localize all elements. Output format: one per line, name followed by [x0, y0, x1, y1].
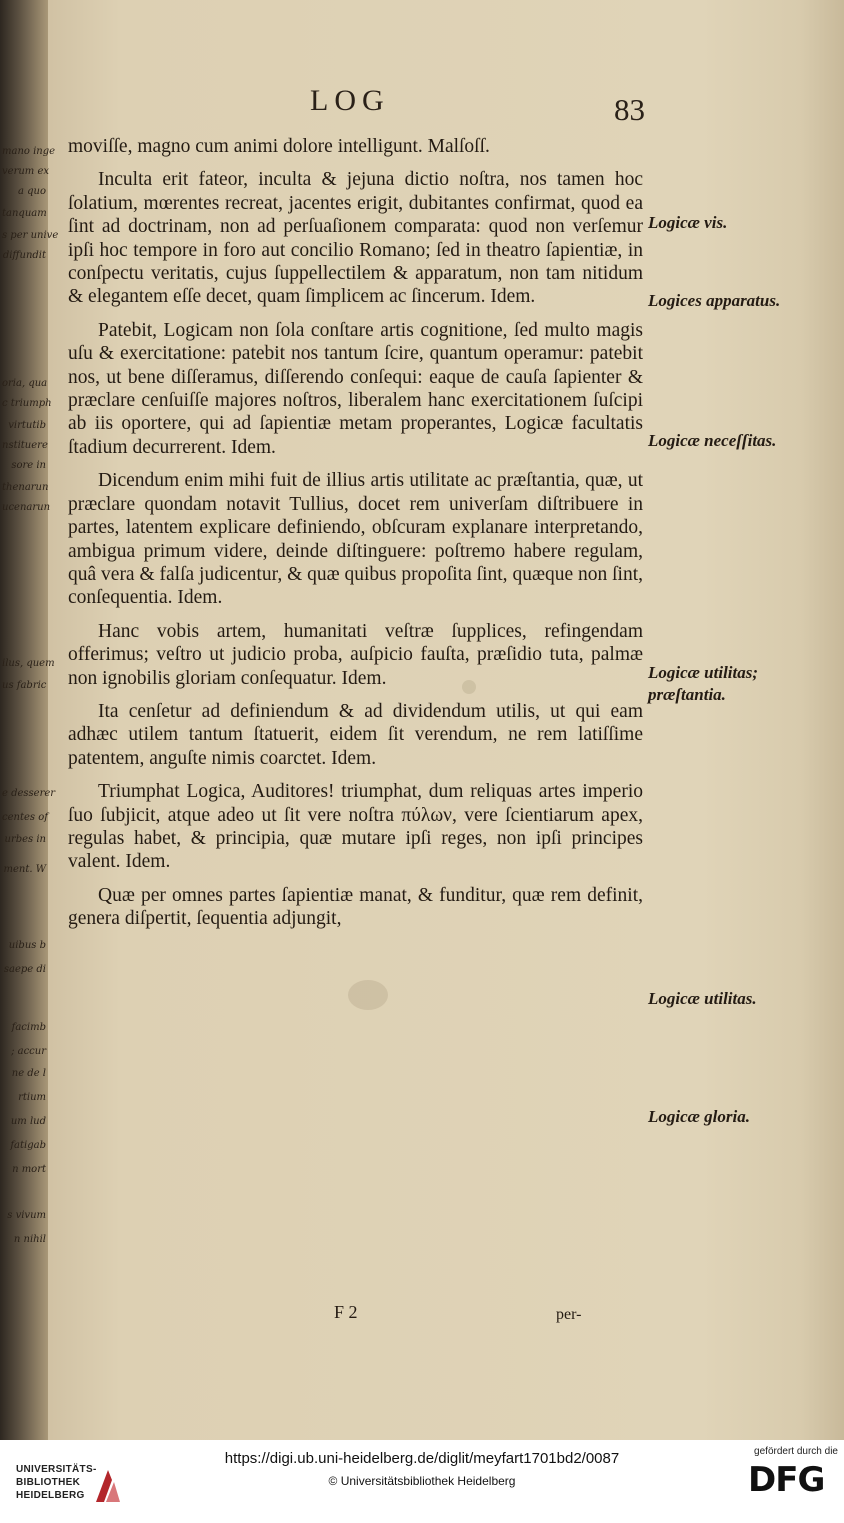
- facing-page-fragment: saepe di: [3, 964, 46, 975]
- facing-page-fragment: ; accur: [11, 1046, 46, 1057]
- viewer-footer: [0, 1440, 844, 1523]
- logo-line-1: UNIVERSITÄTS-: [16, 1464, 97, 1475]
- facing-page-fragment: sore in: [11, 460, 46, 471]
- paragraph: moviſſe, magno cum animi dolore intelligunt. Malſoſſ.: [68, 136, 490, 157]
- paragraph: Patebit, Logicam non ſola conſtare artis cognitione, ſed multo magis uſu & exercitatione: patebit nos tantum ſcire, quantum operamur: patebit nos, ut bene diſſeramus, diſſerendo conſequi: eaque de cauſa ſapienter & præclare cenſuiſſe majores noſtros, liberalem hanc exercitationem ſuſcipi ab iis oportere, qui ad ſapientiæ metam properantes, Logicæ facultatis ſtadium decurrerent. Idem.: [68, 319, 643, 458]
- facing-page-fragment: us fabric: [2, 680, 47, 691]
- university-library-logo[interactable]: [8, 1458, 118, 1508]
- copyright-notice: © Universitätsbibliothek Heidelberg: [328, 1474, 516, 1488]
- facing-page-fragment: mano inge: [2, 146, 56, 157]
- paragraph: Quæ per omnes partes ſapientiæ manat, & funditur, quæ rem definit, genera diſpertit, ſequentia adjungit,: [68, 884, 643, 930]
- facing-page-fragment: tanquam: [2, 208, 47, 219]
- paragraph: Inculta erit fateor, inculta & jejuna dictio noſtra, nos tamen hoc ſolatium, mœrentes recreat, jacentes erigit, dubitantes confirmat, quod ea ſint ad doctrinam, non ad perſuaſionem comparata: quod non verſemur ipſi hoc tempore in foro aut concilio Romano; ſed in theatro ſapientiæ, in conſpectu veritatis, cujus ſuppellectilem & apparatum, non tam nitidum & elegantem eſſe decet, quam ſimplicem ac ſincerum. Idem.: [68, 169, 643, 308]
- facing-page-fragment: ilus, quem: [2, 658, 55, 669]
- facing-page-fragment: rtium: [18, 1092, 46, 1103]
- funder-caption: gefördert durch die: [754, 1446, 838, 1457]
- facing-page-fragment: ne de l: [11, 1068, 46, 1079]
- facing-page-fragment: e desserer: [2, 788, 56, 799]
- library-emblem-icon: [92, 1466, 124, 1506]
- facing-page-fragment: ucenarun: [2, 502, 51, 513]
- margin-note: Logicæ gloria.: [648, 1107, 750, 1126]
- paragraph: Hanc vobis artem, humanitati veſtræ ſupplices, refingendam offerimus; veſtro ut judicio proba, auſpicio fauſta, præſidio tuta, palmæ non ignobilis gloriam conſequatur. Idem.: [68, 620, 643, 689]
- facing-page-fragment: ment. W: [3, 864, 46, 875]
- catchword: per-: [556, 1306, 582, 1323]
- body-text: [68, 135, 643, 941]
- facing-page-fragment: s per unive: [2, 230, 59, 241]
- facing-page-fragment: diffundit: [2, 250, 46, 261]
- margin-note: Logicæ utilitas.: [648, 989, 757, 1008]
- facing-page-fragment: um lud: [10, 1116, 46, 1127]
- facing-page-fragment: n nihil: [13, 1234, 46, 1245]
- facing-page-fragment: thenarun: [2, 482, 49, 493]
- signature-mark: F 2: [334, 1302, 358, 1322]
- facing-page-fragment: facimb: [11, 1022, 46, 1033]
- margin-note: Logicæ utilitas; præſtantia.: [648, 663, 759, 704]
- permalink-url[interactable]: https://digi.ub.uni-heidelberg.de/diglit/meyfart1701bd2/0087: [224, 1450, 620, 1467]
- margin-note: Logicæ vis.: [648, 213, 728, 232]
- facing-page-fragment: fatigab: [10, 1140, 46, 1151]
- dfg-logo[interactable]: DFG: [748, 1460, 825, 1500]
- facing-page-fragment: n mort: [12, 1164, 46, 1175]
- facing-page-fragment: urbes in: [4, 834, 46, 845]
- facing-page-fragment: c triumph: [2, 398, 52, 409]
- facing-page-fragment: uibus b: [8, 940, 46, 951]
- facing-page-fragment: virtutib: [8, 420, 46, 431]
- paragraph: Ita cenſetur ad definiendum & ad dividendum utilis, ut qui eam adhæc utilem tantum ſtatuerit, eidem ſit verendum, ne rem latiſſime patentem, anguſte nimis coarctet. Idem.: [68, 700, 643, 769]
- running-head: LOG: [310, 84, 390, 117]
- logo-line-2: BIBLIOTHEK: [16, 1477, 81, 1488]
- facing-page-fragment: s vivum: [7, 1210, 46, 1221]
- facing-page-fragment: nstituere: [2, 440, 48, 451]
- book-page: [48, 0, 844, 1440]
- margin-note: Logices apparatus.: [648, 291, 781, 310]
- logo-line-3: HEIDELBERG: [16, 1490, 85, 1501]
- facing-page-fragment: oria, qua: [2, 378, 48, 389]
- margin-note: Logicæ neceſſitas.: [648, 431, 777, 450]
- facing-page-fragment: a quo: [17, 186, 46, 197]
- paragraph: Dicendum enim mihi fuit de illius artis utilitate ac præſtantia, quæ, ut præclare quondam notavit Tullius, docet rem univerſam diſtribuere in partes, latentem explicare definiendo, obſcuram explanare interpretando, ambigua primum videre, deinde diſtinguere: poſtremo habere regulam, quâ vera & falſa judicentur, & quæ quibus propoſita ſint, quæque non ſint, conſequentia. Idem.: [68, 470, 643, 609]
- page-number: 83: [614, 92, 645, 127]
- facing-page-fragment: centes of: [2, 812, 48, 823]
- paragraph: Triumphat Logica, Auditores! triumphat, dum reliquas artes imperio ſuo ſubjicit, atque adeo ut ſit vere noſtra πύλων, vere ſcientiarum apex, regulas habet, & principia, quæ mutare ipſi reges, non ipſi principes valent. Idem.: [68, 781, 643, 873]
- facing-page-fragment: verum ex: [2, 166, 50, 177]
